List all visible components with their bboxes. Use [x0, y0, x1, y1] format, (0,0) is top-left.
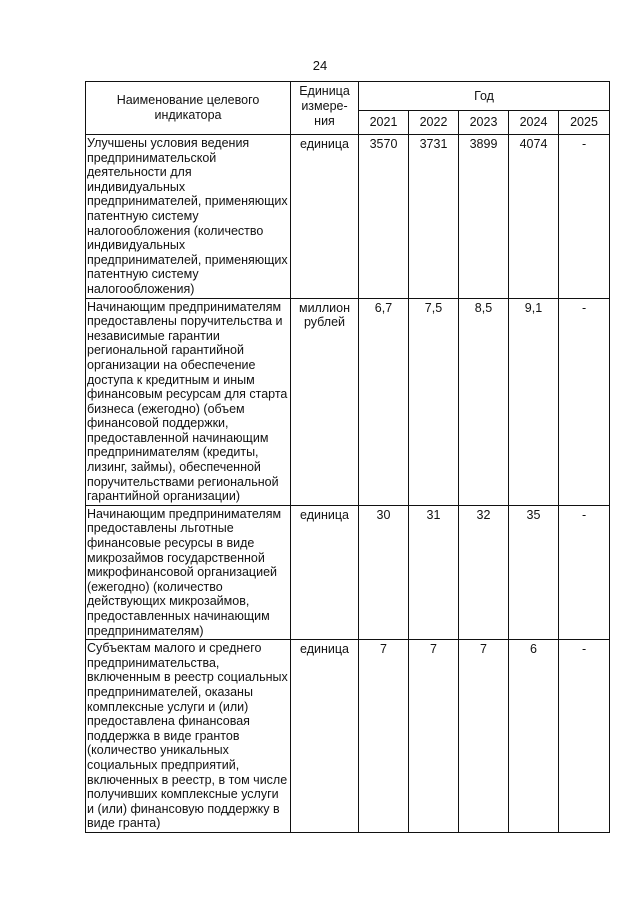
value-cell-2025: - — [559, 640, 610, 833]
header-year-2023: 2023 — [459, 111, 509, 135]
value-cell-2025: - — [559, 298, 610, 505]
value-cell-2023: 8,5 — [459, 298, 509, 505]
indicator-name-cell: Субъектам малого и среднего предпринимательства, включенным в реестр социальных предпринимателей, оказаны комплексные услуги и (или) предоставлена финансовая поддержка в виде грантов (количество уникальных социальных предприятий, включенных в реестр, в том числе получивших комплексные услуги и (или) финансовую поддержку в виде гранта) — [86, 640, 291, 833]
table-row — [86, 298, 610, 505]
header-indicator-name: Наименование целевого индикатора — [86, 82, 291, 135]
header-year-2022: 2022 — [409, 111, 459, 135]
indicator-name-cell: Улучшены условия ведения предпринимательской деятельности для индивидуальных предпринимателей, применяющих патентную систему налогообложения (количество индивидуальных предпринимателей, применяющих патентную систему налогообложения) — [86, 135, 291, 299]
header-year-group: Год — [359, 82, 610, 111]
table-row — [86, 640, 610, 833]
value-cell-2023: 3899 — [459, 135, 509, 299]
value-cell-2025: - — [559, 505, 610, 639]
table-row — [86, 505, 610, 639]
value-cell-2021: 7 — [359, 640, 409, 833]
value-cell-2022: 7 — [409, 640, 459, 833]
unit-cell: единица — [291, 640, 359, 833]
table-row — [86, 135, 610, 299]
header-year-2021: 2021 — [359, 111, 409, 135]
value-cell-2023: 32 — [459, 505, 509, 639]
value-cell-2024: 35 — [509, 505, 559, 639]
value-cell-2022: 7,5 — [409, 298, 459, 505]
indicator-name-cell: Начинающим предпринимателям предоставлены поручительства и независимые гарантии региональной гарантийной организации на обеспечение доступа к кредитным и иным финансовым ресурсам для старта бизнеса (ежегодно) (объем финансовой поддержки, предоставленной начинающим предпринимателям (кредиты, лизинг, займы), обеспеченной поручительствами региональной гарантийной организации) — [86, 298, 291, 505]
value-cell-2024: 6 — [509, 640, 559, 833]
value-cell-2021: 30 — [359, 505, 409, 639]
header-unit: Единица измере-ния — [291, 82, 359, 135]
header-year-2025: 2025 — [559, 111, 610, 135]
value-cell-2021: 3570 — [359, 135, 409, 299]
value-cell-2024: 9,1 — [509, 298, 559, 505]
value-cell-2025: - — [559, 135, 610, 299]
header-year-2024: 2024 — [509, 111, 559, 135]
value-cell-2021: 6,7 — [359, 298, 409, 505]
value-cell-2022: 31 — [409, 505, 459, 639]
page-number: 24 — [312, 58, 328, 73]
unit-cell: единица — [291, 135, 359, 299]
value-cell-2024: 4074 — [509, 135, 559, 299]
indicator-table — [85, 81, 610, 833]
value-cell-2022: 3731 — [409, 135, 459, 299]
unit-cell: единица — [291, 505, 359, 639]
value-cell-2023: 7 — [459, 640, 509, 833]
indicator-name-cell: Начинающим предпринимателям предоставлены льготные финансовые ресурсы в виде микрозаймов государственной микрофинансовой организацией (ежегодно) (количество действующих микрозаймов, предоставленных начинающим предпринимателям) — [86, 505, 291, 639]
unit-cell: миллион рублей — [291, 298, 359, 505]
